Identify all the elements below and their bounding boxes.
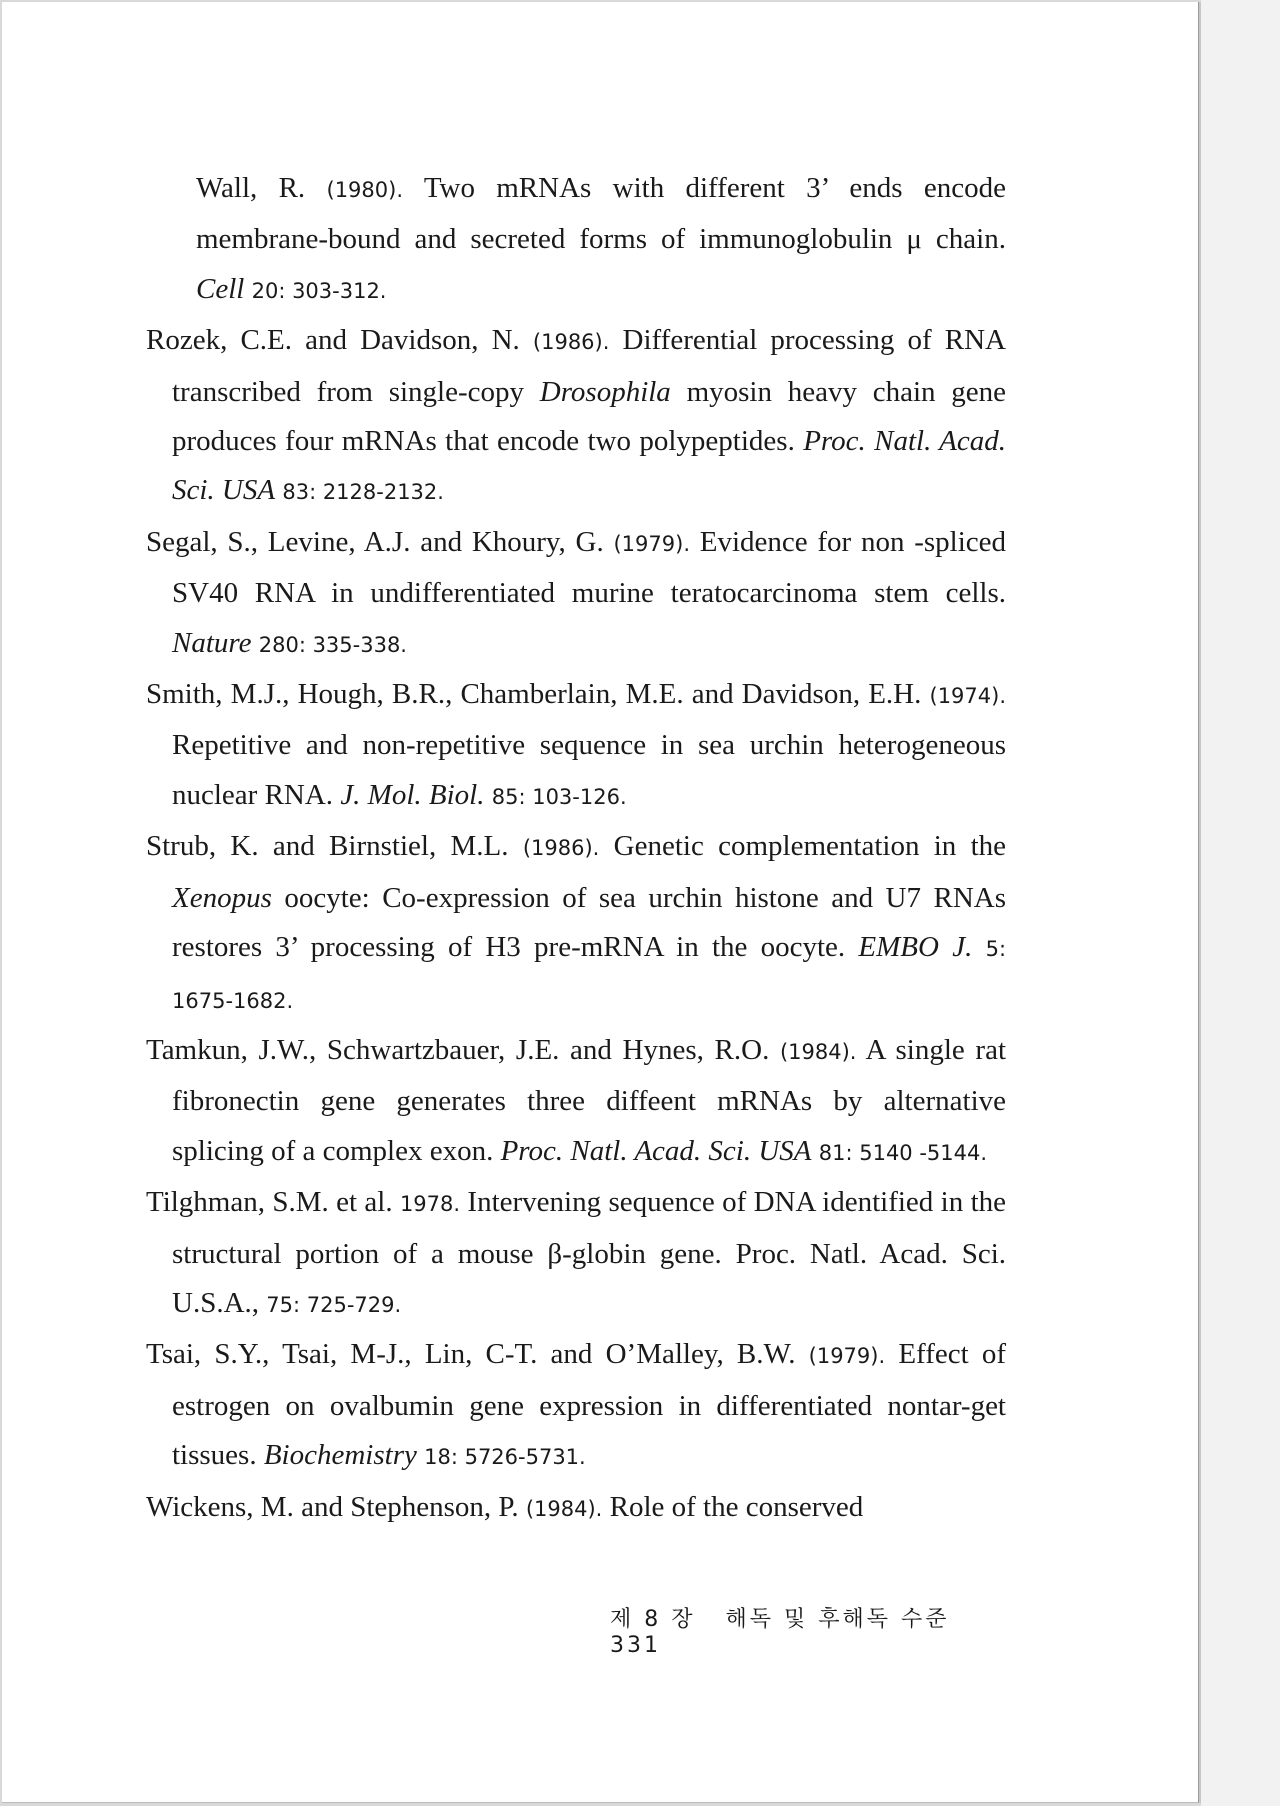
reference-item: Segal, S., Levine, A.J. and Khoury, G. (1979). Evidence for non -spliced SV40 RNA in undifferentiated murine teratocarcinoma stem cells. Nature 280: 335-338.: [146, 525, 1006, 659]
reference-item: Rozek, C.E. and Davidson, N. (1986). Differential processing of RNA transcribed from single-copy Drosophila myosin heavy chain gene produces four mRNAs that encode two polypeptides. Proc. Natl. Acad. Sci. USA 83: 2128-2132.: [146, 324, 1007, 507]
reference-item: Wall, R. (1980). Two mRNAs with different 3’ ends encode membrane-bound and secreted forms of immunoglobulin μ chain. Cell 20: 303-312.: [196, 172, 1006, 305]
reference-item: Strub, K. and Birnstiel, M.L. (1986). Genetic complementation in the Xenopus oocyte: Co-expression of sea urchin histone and U7 RNAs restores 3’ processing of H3 pre-mRNA in the oocyte. EMBO J. 5: 1675-1682.: [146, 830, 1007, 1013]
viewer-background: [1201, 0, 1280, 1806]
reference-list: [146, 164, 1007, 1534]
document-page: [2, 2, 1199, 1803]
reference-item: Wickens, M. and Stephenson, P. (1984). Role of the conserved: [146, 1490, 864, 1523]
section-title: 해독 및 후해독 수준: [725, 1607, 950, 1632]
page-footer: [610, 1602, 1010, 1658]
chapter-label: 제 8 장: [610, 1607, 696, 1632]
reference-item: Tamkun, J.W., Schwartzbauer, J.E. and Hynes, R.O. (1984). A single rat fibronectin gene generates three diffeent mRNAs by alternative splicing of a complex exon. Proc. Natl. Acad. Sci. USA 81: 5140 -5144.: [146, 1033, 1007, 1167]
reference-item: Smith, M.J., Hough, B.R., Chamberlain, M.E. and Davidson, E.H. (1974). Repetitive and non-repetitive sequence in sea urchin heterogeneous nuclear RNA. J. Mol. Biol. 85: 103-126.: [146, 678, 1007, 811]
reference-item: Tilghman, S.M. et al. 1978. Intervening sequence of DNA identified in the structural portion of a mouse β-globin gene. Proc. Natl. Acad. Sci. U.S.A., 75: 725-729.: [146, 1186, 1006, 1319]
page-number: 331: [610, 1633, 661, 1658]
reference-item: Tsai, S.Y., Tsai, M-J., Lin, C-T. and O’Malley, B.W. (1979). Effect of estrogen on ovalbumin gene expression in differentiated nontar-get tissues. Biochemistry 18: 5726-5731.: [146, 1338, 1006, 1472]
